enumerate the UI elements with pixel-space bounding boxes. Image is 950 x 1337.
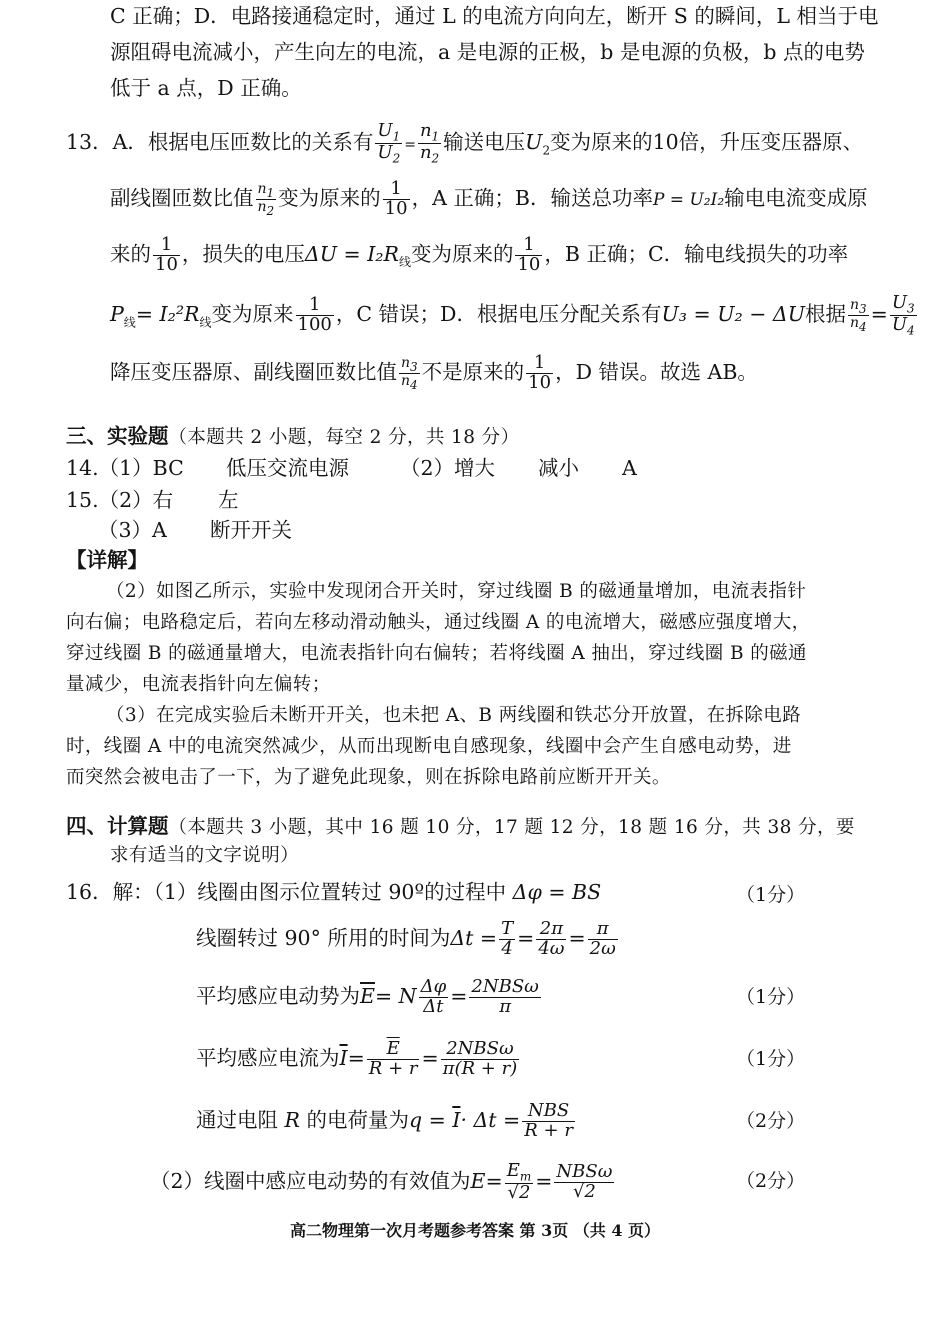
q16-text: 平均感应电动势为 xyxy=(196,983,360,1008)
detail-line-2: 向右偏；电路稳定后，若向左移动滑动触头，通过线圈 A 的电流增大，磁感应强度增大， xyxy=(66,612,811,633)
fraction-n1-n2: $\frac{n_1}{n_2}$ xyxy=(419,120,440,166)
score-4: （2分） xyxy=(736,1110,806,1132)
section-4-heading xyxy=(66,812,855,842)
equals: = xyxy=(485,1169,503,1194)
q16-text: 16．解：（1）线圈由图示位置转过 90º的过程中 xyxy=(66,880,507,904)
symbol-u2: U xyxy=(525,130,543,155)
fraction-one-tenth: $\frac{1}{10}$ xyxy=(517,234,541,275)
q13-text: ，C 错误；D．根据电压分配关系有 xyxy=(335,302,662,327)
fraction-nbsw-sqrt2: $\frac{\text{NBSω}}{√2}$ xyxy=(556,1161,613,1203)
q13-line-3: 来的 $\frac{1}{10}$ ，损失的电压$\Delta U = I_2R_线$变为原来的 $\frac{1}{10}$ ，B 正确；C．输电线损失的功率 xyxy=(110,234,849,275)
score-2: （1分） xyxy=(736,986,806,1008)
q14-answer-5: A xyxy=(622,456,637,480)
symbol-p-loss: P xyxy=(110,302,124,327)
fraction-n1-n2-small: $\frac{n_1}{n_2}$ xyxy=(257,180,275,218)
fraction-one-tenth: $\frac{1}{10}$ xyxy=(528,352,552,393)
q13-text: 输电电流变成原 xyxy=(724,185,868,210)
formula-eq-n: = N xyxy=(374,983,417,1008)
fraction-n3-n4: $\frac{n_3}{n_4}$ xyxy=(850,296,867,334)
formula-i-dt: · Δt = xyxy=(460,1107,521,1132)
q16-line-4: 平均感应电流为$\overline{I}=$ $\frac{\overline{E}}{R + r}$ = $\frac{\text{2NBSω}}{\pi(R + r)}$ xyxy=(196,1038,518,1079)
q16-line-2: 线圈转过 90° 所用的时间为Δt = $\frac{T}{4}$ = $\frac{2\pi}{4\omega}$ = $\frac{\pi}{2\omega}$ xyxy=(196,918,616,959)
section-note: （本题共 3 小题，其中 16 题 10 分，17 题 12 分，18 题 16 分，共 38 分，要 xyxy=(168,817,855,838)
fraction-2nbsw-pi: $\frac{\text{2NBSω}}{\pi}$ xyxy=(471,976,539,1017)
q13-text: 根据 xyxy=(805,302,846,327)
fraction-dphi-dt: $\frac{\Delta\varphi}{\Delta t}$ xyxy=(420,976,447,1017)
detail-label: 【详解】 xyxy=(66,548,148,572)
section-3-heading xyxy=(66,422,519,452)
q16-text: （2）线圈中感应电动势的有效值为 xyxy=(150,1169,471,1194)
score-3: （1分） xyxy=(736,1048,806,1070)
q15-answer: 15.（2）右 xyxy=(66,488,174,512)
symbol-avg-current: $\overline{I}$ xyxy=(339,1045,348,1070)
q14-answer: 14.（1）BC xyxy=(66,456,184,480)
detail-line-4: 量减少，电流表指针向左偏转； xyxy=(66,674,331,695)
section-note: （本题共 2 小题，每空 2 分，共 18 分） xyxy=(168,427,520,448)
fraction-2nbsw-pirr: $\frac{\text{2NBSω}}{\pi(R + r)}$ xyxy=(442,1038,518,1079)
detail-line-3: 穿过线圈 B 的磁通量增大，电流表指针向右偏转；若将线圈 A 抽出，穿过线圈 B 的磁通 xyxy=(66,643,807,664)
q13-text: ，B 正确；C．输电线损失的功率 xyxy=(544,241,849,266)
section-4-note-2: 求有适当的文字说明） xyxy=(110,845,300,866)
q12-line-3: 低于 a 点，D 正确。 xyxy=(110,76,302,100)
formula-delta-t: Δt = xyxy=(450,925,498,950)
q12-line-1: C 正确；D．电路接通稳定时，通过 L 的电流方向向左，断开 S 的瞬间，L 相当于电 xyxy=(110,4,879,28)
q16-line-5 xyxy=(196,1102,577,1141)
score-1: （1分） xyxy=(736,884,806,906)
detail-line-6: 时，线圈 A 中的电流突然减少，从而出现断电自感现象，线圈中会产生自感电动势，进 xyxy=(66,736,792,757)
fraction-pi-2w: $\frac{\pi}{2\omega}$ xyxy=(589,918,616,959)
q16-text: 通过电阻 xyxy=(196,1107,278,1132)
detail-line-1: （2）如图乙所示，实验中发现闭合开关时，穿过线圈 B 的磁通量增加，电流表指针 xyxy=(106,581,807,602)
q13-line-1: 13．A．根据电压匝数比的关系有 $\frac{U_1}{U_2}$ = $\frac{n_1}{n_2}$ 输送电压$U_2$变为原来的10倍，升压变压器原、 xyxy=(66,120,864,166)
section-title: 三、实验题 xyxy=(66,424,169,448)
q13-text: 不是原来的 xyxy=(421,359,525,384)
formula-voltage-loss: ΔU = I₂R xyxy=(304,241,399,266)
q14-answer-4: 减小 xyxy=(538,456,579,480)
detail-line-7: 而突然会被电击了一下，为了避免此现象，则在拆除电路前应断开开关。 xyxy=(66,767,671,788)
q13-text: 来的 xyxy=(110,241,151,266)
q12-line-2: 源阻碍电流减小，产生向左的电流，a 是电源的正极，b 是电源的负极，b 点的电势 xyxy=(110,40,866,64)
q16-line-1 xyxy=(66,878,601,906)
fraction-nbs-rr: $\frac{\text{NBS}}{R + r}$ xyxy=(524,1100,573,1141)
q15-answer-4: 断开开关 xyxy=(210,518,292,542)
q13-text: 变为原来的10倍，升压变压器原、 xyxy=(550,130,864,155)
symbol-q: q = xyxy=(409,1107,453,1132)
q15-answer-2: 左 xyxy=(218,488,239,512)
formula-power-loss: = I₂²R xyxy=(135,302,200,327)
q16-text: 平均感应电流为 xyxy=(196,1045,340,1070)
q13-text: 变为原来 xyxy=(211,302,294,327)
fraction-em-sqrt2: $\frac{E_m}{√2}$ xyxy=(506,1160,532,1204)
q14-answer-3: （2）增大 xyxy=(400,456,496,480)
section-title: 四、计算题 xyxy=(66,814,169,838)
q13-text: 13．A．根据电压匝数比的关系有 xyxy=(66,130,374,155)
fraction-one-hundredth: $\frac{1}{100}$ xyxy=(297,294,332,336)
q16-line-6: （2）线圈中感应电动势的有效值为E= $\frac{E_m}{√2}$ = $\frac{\text{NBSω}}{√2}$ xyxy=(150,1160,613,1204)
q13-text: 输送电压 xyxy=(443,130,526,155)
page-footer: 高二物理第一次月考题参考答案 第 3页 （共 4 页） xyxy=(289,1221,661,1240)
fraction-2pi-4w: $\frac{2\pi}{4\omega}$ xyxy=(538,918,565,959)
q13-text: ，D 错误。故选 AB。 xyxy=(555,359,758,384)
q16-text: 线圈转过 90° 所用的时间为 xyxy=(196,925,451,950)
symbol-avg-emf: $\overline{E}$ xyxy=(360,983,375,1008)
fraction-e-rr: $\frac{\overline{E}}{R + r}$ xyxy=(368,1038,418,1079)
q15-answer-3: （3）A xyxy=(98,518,167,542)
detail-line-5: （3）在完成实验后未断开开关，也未把 A、B 两线圈和铁芯分开放置，在拆除电路 xyxy=(106,705,802,726)
q13-text: 变为原来的 xyxy=(410,241,514,266)
q13-text: 变为原来的 xyxy=(278,185,381,210)
score-5: （2分） xyxy=(736,1170,806,1192)
fraction-t-4: $\frac{T}{4}$ xyxy=(501,918,514,959)
symbol-r: R xyxy=(284,1107,300,1132)
q16-text: 的电荷量为 xyxy=(306,1107,409,1132)
q13-text: 副线圈匝数比值 xyxy=(110,185,254,210)
fraction-one-tenth: $\frac{1}{10}$ xyxy=(384,178,408,219)
q13-line-2 xyxy=(110,180,868,219)
q14-answer-2: 低压交流电源 xyxy=(226,456,349,480)
fraction-one-tenth: $\frac{1}{10}$ xyxy=(155,234,178,275)
q13-text: ，损失的电压 xyxy=(181,241,305,266)
symbol-avg-current: $\overline{I}$ xyxy=(452,1107,461,1132)
fraction-n3-n4-small: $\frac{n_3}{n_4}$ xyxy=(401,354,418,392)
formula-power: P = U₂I₂ xyxy=(652,189,725,210)
q13-text: ，A 正确；B．输送总功率 xyxy=(411,185,653,210)
fraction-u3-u4: $\frac{U_3}{U_4}$ xyxy=(891,292,915,338)
q13-line-5 xyxy=(110,354,758,393)
formula-flux-change: Δφ = BS xyxy=(512,880,602,904)
formula-voltage-distribution: U₃ = U₂ − ΔU xyxy=(661,302,805,327)
fraction-u1-u2: $\frac{U_1}{U_2}$ xyxy=(377,120,401,166)
q16-line-3: 平均感应电动势为$\overline{E}= N$ $\frac{\Delta\varphi}{\Delta t}$ = $\frac{\text{2NBSω}}{\pi}$ xyxy=(196,976,539,1017)
q13-line-4: $P_线= I_2^2R_线$变为原来 $\frac{1}{100}$ ，C 错误；D．根据电压分配关系有U₃ = U₂ − ΔU根据 $\frac{n_3}{n_4}$ = $\frac{U_3}{U_4}$ xyxy=(110,292,915,338)
q13-text: 降压变压器原、副线圈匝数比值 xyxy=(110,359,397,384)
